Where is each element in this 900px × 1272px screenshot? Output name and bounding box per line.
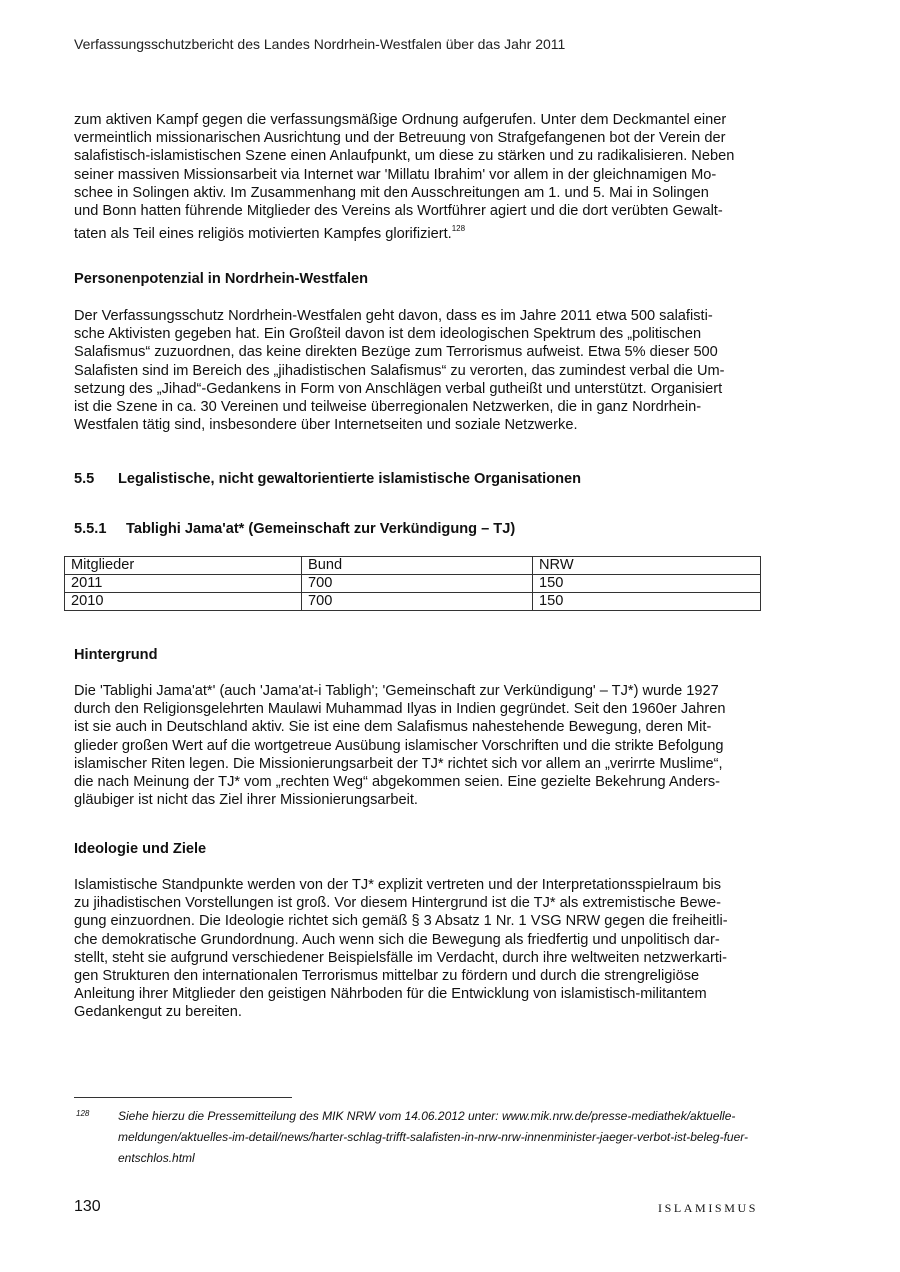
table-cell: 150 bbox=[533, 593, 761, 611]
table-cell: 2010 bbox=[65, 593, 302, 611]
table-header-cell: NRW bbox=[533, 557, 761, 575]
text-line: vermeintlich missionarischen Ausrichtung und der Betreuung von Strafgefangenen bot der Verein der bbox=[74, 130, 726, 147]
table-header-row bbox=[65, 557, 761, 575]
text-line: glieder großen Wert auf die wortgetreue Ausübung islamischer Vorschriften und die strikte Befolgung bbox=[74, 737, 724, 754]
section-title: Tablighi Jama'at* (Gemeinschaft zur Verkündigung – TJ) bbox=[126, 521, 516, 537]
text-line bbox=[74, 220, 764, 243]
ideologie-paragraph bbox=[74, 876, 764, 1022]
section-number: 5.5 bbox=[74, 471, 95, 487]
text-line: Salafisten sind im Bereich des „jihadistischen Salafismus“ zu verorten, das zumindest verbal die Um- bbox=[74, 362, 725, 379]
text-line: ist die Szene in ca. 30 Vereinen und teilweise überregionalen Netzwerken, die in ganz Nordrhein- bbox=[74, 399, 702, 416]
text-line: che demokratische Grundordnung. Auch wenn sich die Bewegung als friedfertig und unpolitisch dar- bbox=[74, 931, 720, 948]
text-line: setzung des „Jihad“-Gedankens in Form von Anschlägen verbal gutheißt und unterstützt. Organisiert bbox=[74, 380, 723, 397]
personenpotenzial-heading: Personenpotenzial in Nordrhein-Westfalen bbox=[74, 271, 369, 287]
section-title: Legalistische, nicht gewaltorientierte islamistische Organisationen bbox=[118, 471, 582, 487]
table-cell: 700 bbox=[302, 593, 533, 611]
text-line: durch den Religionsgelehrten Maulawi Muhammad Ilyas in Indien gegründet. Seit den 1960er Jahren bbox=[74, 701, 726, 718]
text-line: gläubiger ist nicht das Ziel ihrer Missionierungsarbeit. bbox=[74, 792, 418, 809]
running-footer-section: ISLAMISMUS bbox=[657, 1201, 758, 1215]
footnote-text bbox=[118, 1106, 748, 1169]
text-line: schee in Solingen aktiv. Im Zusammenhang mit den Ausschreitungen am 1. und 5. Mai in Solingen bbox=[74, 184, 709, 201]
text-line: die nach Meinung der TJ* vom „rechten Weg“ abgekommen seien. Eine gezielte Bekehrung Anders- bbox=[74, 774, 721, 791]
text-line: Salafismus“ zuzuordnen, das keine direkten Bezüge zum Terrorismus aufweist. Etwa 5% dieser 500 bbox=[74, 344, 718, 361]
members-table bbox=[64, 556, 761, 611]
hintergrund-paragraph bbox=[74, 682, 764, 809]
footnote-line: meldungen/aktuelles-im-detail/news/harter-schlag-trifft-salafisten-in-nrw-nrw-innenminister-jaeger-verbot-ist-beleg-fuer- bbox=[118, 1130, 749, 1144]
footnote-number: 128 bbox=[76, 1109, 90, 1118]
text-line: gung einzuordnen. Die Ideologie richtet sich gemäß § 3 Absatz 1 Nr. 1 VSG NRW gegen die freiheitli- bbox=[74, 913, 728, 930]
text-line: zu jihadistischen Vorstellungen ist groß. Vor diesem Hintergrund ist die TJ* als extremistische Bewe- bbox=[74, 895, 722, 912]
table-row bbox=[65, 593, 761, 611]
table-cell: 2011 bbox=[65, 575, 302, 593]
text-line: gen Strukturen den internationalen Terrorismus mittelbar zu fördern und durch die strengreligiöse bbox=[74, 968, 700, 985]
text-line: Der Verfassungsschutz Nordrhein-Westfalen geht davon, dass es im Jahre 2011 etwa 500 salafisti- bbox=[74, 308, 713, 324]
section-5-5-1-heading bbox=[74, 521, 515, 537]
text-line: ist sie auch in Deutschland aktiv. Sie ist eine dem Salafismus nahestehende Bewegung, deren Mit- bbox=[74, 719, 712, 736]
text-line-content: taten als Teil eines religiös motivierten Kampfes glorifiziert. bbox=[74, 226, 452, 243]
ideologie-heading: Ideologie und Ziele bbox=[74, 841, 207, 857]
page-number: 130 bbox=[74, 1198, 101, 1215]
running-header: Verfassungsschutzbericht des Landes Nordrhein-Westfalen über das Jahr 2011 bbox=[74, 36, 566, 52]
text-line: Westfalen tätig sind, insbesondere über Internetseiten und soziale Netzwerke. bbox=[74, 417, 578, 434]
text-line: stellt, steht sie aufgrund verschiedener Beispielsfälle im Verdacht, durch ihre weltweiten netzwerkarti- bbox=[74, 949, 727, 966]
text-line: Islamistische Standpunkte werden von der TJ* explizit vertreten und der Interpretationsspielraum bis bbox=[74, 877, 722, 893]
footnote-reference: 128 bbox=[451, 224, 466, 234]
personenpotenzial-paragraph bbox=[74, 307, 764, 434]
footnote-line: Siehe hierzu die Pressemitteilung des MIK NRW vom 14.06.2012 unter: www.mik.nrw.de/presse-mediathek/aktuelle- bbox=[118, 1109, 736, 1123]
text-line: Gedankengut zu bereiten. bbox=[74, 1004, 242, 1021]
text-line: seiner massiven Missionsarbeit via Internet war 'Millatu Ibrahim' vor allem in der gleichnamigen Mo- bbox=[74, 166, 717, 183]
text-line: Anleitung ihrer Mitglieder den geistigen Nährboden für die Entwicklung von islamistisch-militantem bbox=[74, 986, 707, 1003]
footnote-divider bbox=[74, 1097, 292, 1098]
section-5-5-heading bbox=[74, 471, 581, 487]
footnote-line: entschlos.html bbox=[118, 1151, 195, 1165]
table-header-cell: Mitglieder bbox=[65, 557, 302, 575]
text-line: zum aktiven Kampf gegen die verfassungsmäßige Ordnung aufgerufen. Unter dem Deckmantel einer bbox=[74, 112, 727, 128]
intro-paragraph bbox=[74, 111, 764, 243]
section-number: 5.5.1 bbox=[74, 521, 107, 537]
text-line: sche Aktivisten gegeben hat. Ein Großteil davon ist dem ideologischen Spektrum des „politischen bbox=[74, 326, 702, 343]
text-line: salafistisch-islamistischen Szene einen Anlaufpunkt, um diese zu stärken und zu radikalisieren. Neben bbox=[74, 148, 735, 165]
text-line: Die 'Tablighi Jama'at*' (auch 'Jama'at-i Tabligh'; 'Gemeinschaft zur Verkündigung' – TJ*) wurde 1927 bbox=[74, 683, 719, 699]
table-row bbox=[65, 575, 761, 593]
table-cell: 700 bbox=[302, 575, 533, 593]
hintergrund-heading: Hintergrund bbox=[74, 647, 158, 663]
table-cell: 150 bbox=[533, 575, 761, 593]
table-header-cell: Bund bbox=[302, 557, 533, 575]
text-line: islamischer Riten legen. Die Missionierungsarbeit der TJ* richtet sich vor allem an „verirrte Muslime“, bbox=[74, 755, 723, 772]
text-line: und Bonn hatten führende Mitglieder des Vereins als Wortführer agiert und die dort verübten Gewalt- bbox=[74, 203, 723, 220]
